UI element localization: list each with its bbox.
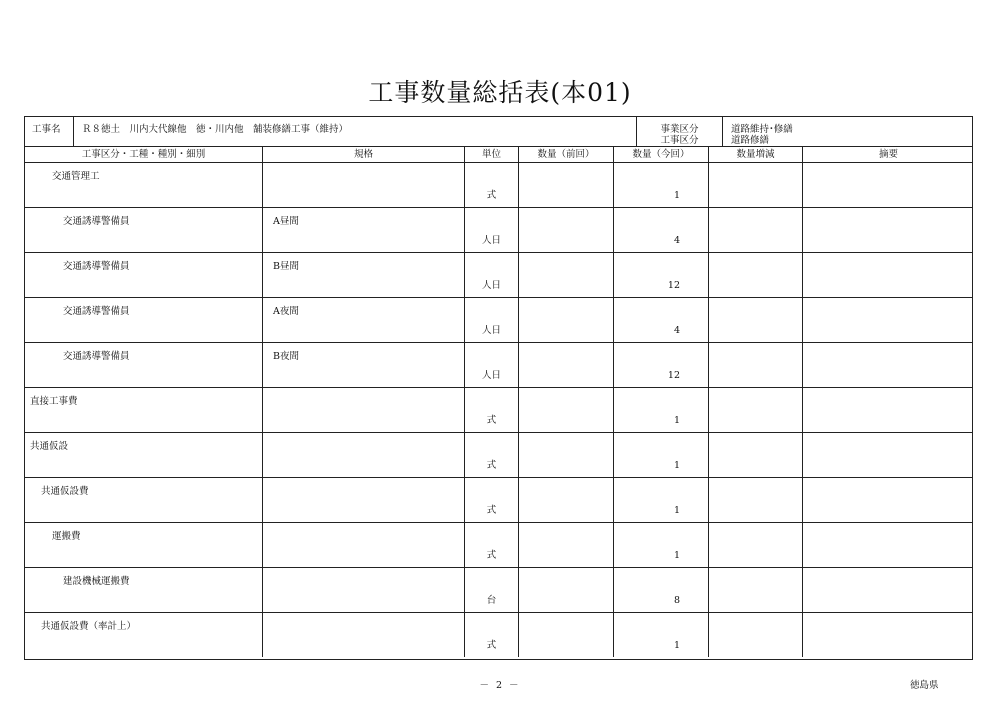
item-unit: 式 xyxy=(486,190,497,201)
table-row xyxy=(25,568,972,613)
item-unit: 式 xyxy=(486,505,497,516)
project-name-value: Ｒ８徳土 川内大代線他 徳・川内他 舗装修繕工事（維持） xyxy=(82,124,349,135)
item-qty-now: 1 xyxy=(673,550,680,561)
item-spec: B昼間 xyxy=(273,261,299,272)
item-qty-now: 4 xyxy=(673,235,680,246)
item-unit: 人日 xyxy=(481,325,501,336)
item-qty-now: 1 xyxy=(673,505,680,516)
item-unit: 台 xyxy=(486,595,497,606)
item-name: 交通管理工 xyxy=(52,171,100,182)
summary-table xyxy=(24,116,973,660)
item-unit: 式 xyxy=(486,415,497,426)
business-class-value: 道路維持･修繕 xyxy=(731,124,793,135)
item-spec: A昼間 xyxy=(273,216,299,227)
table-row xyxy=(25,388,972,433)
table-row xyxy=(25,433,972,478)
header-spec: 規格 xyxy=(262,147,464,162)
header-qty-prev: 数量（前回） xyxy=(518,147,613,162)
item-qty-now: 8 xyxy=(673,595,680,606)
item-name: 交通誘導警備員 xyxy=(63,306,130,317)
item-unit: 式 xyxy=(486,640,497,651)
table-row xyxy=(25,523,972,568)
work-class-label: 工事区分 xyxy=(660,135,699,146)
item-name: 直接工事費 xyxy=(30,396,78,407)
project-name-label: 工事名 xyxy=(32,124,61,135)
item-name: 共通仮設費 xyxy=(41,486,89,497)
table-row xyxy=(25,298,972,343)
classification-label-cell xyxy=(636,117,722,146)
table-row xyxy=(25,343,972,388)
work-class-value: 道路修繕 xyxy=(731,135,770,146)
header-remarks: 摘要 xyxy=(802,147,974,162)
header-unit: 単位 xyxy=(464,147,518,162)
item-spec: A夜間 xyxy=(273,306,299,317)
item-qty-now: 1 xyxy=(673,640,680,651)
table-row xyxy=(25,478,972,523)
item-qty-now: 1 xyxy=(673,415,680,426)
item-spec: B夜間 xyxy=(273,351,299,362)
header-item: 工事区分・工種・種別・細別 xyxy=(81,149,206,160)
table-row xyxy=(25,208,972,253)
item-qty-now: 1 xyxy=(673,190,680,201)
item-name: 運搬費 xyxy=(52,531,81,542)
business-class-label: 事業区分 xyxy=(660,124,699,135)
classification-value-cell xyxy=(722,117,974,146)
item-name: 共通仮設 xyxy=(30,441,69,452)
item-unit: 人日 xyxy=(481,235,501,246)
project-name-label-cell xyxy=(25,117,73,146)
item-name: 交通誘導警備員 xyxy=(63,261,130,272)
item-qty-now: 12 xyxy=(667,370,680,381)
column-header-row xyxy=(25,147,972,163)
header-qty-diff: 数量増減 xyxy=(708,147,802,162)
page-number: － 2 － xyxy=(479,680,521,691)
project-name-value-cell xyxy=(73,117,636,146)
item-qty-now: 12 xyxy=(667,280,680,291)
table-row xyxy=(25,253,972,298)
item-unit: 人日 xyxy=(481,370,501,381)
item-unit: 式 xyxy=(486,550,497,561)
item-name: 建設機械運搬費 xyxy=(63,576,130,587)
item-unit: 式 xyxy=(486,460,497,471)
project-info-row xyxy=(25,117,972,147)
item-unit: 人日 xyxy=(481,280,501,291)
item-qty-now: 4 xyxy=(673,325,680,336)
table-row xyxy=(25,163,972,208)
item-name: 共通仮設費（率計上） xyxy=(41,621,137,632)
item-name: 交通誘導警備員 xyxy=(63,216,130,227)
table-row xyxy=(25,613,972,658)
item-name: 交通誘導警備員 xyxy=(63,351,130,362)
issuer-name: 徳島県 xyxy=(910,680,939,691)
document-title: 工事数量総括表(本01) xyxy=(368,78,632,107)
item-qty-now: 1 xyxy=(673,460,680,471)
header-qty-now: 数量（今回） xyxy=(613,147,708,162)
